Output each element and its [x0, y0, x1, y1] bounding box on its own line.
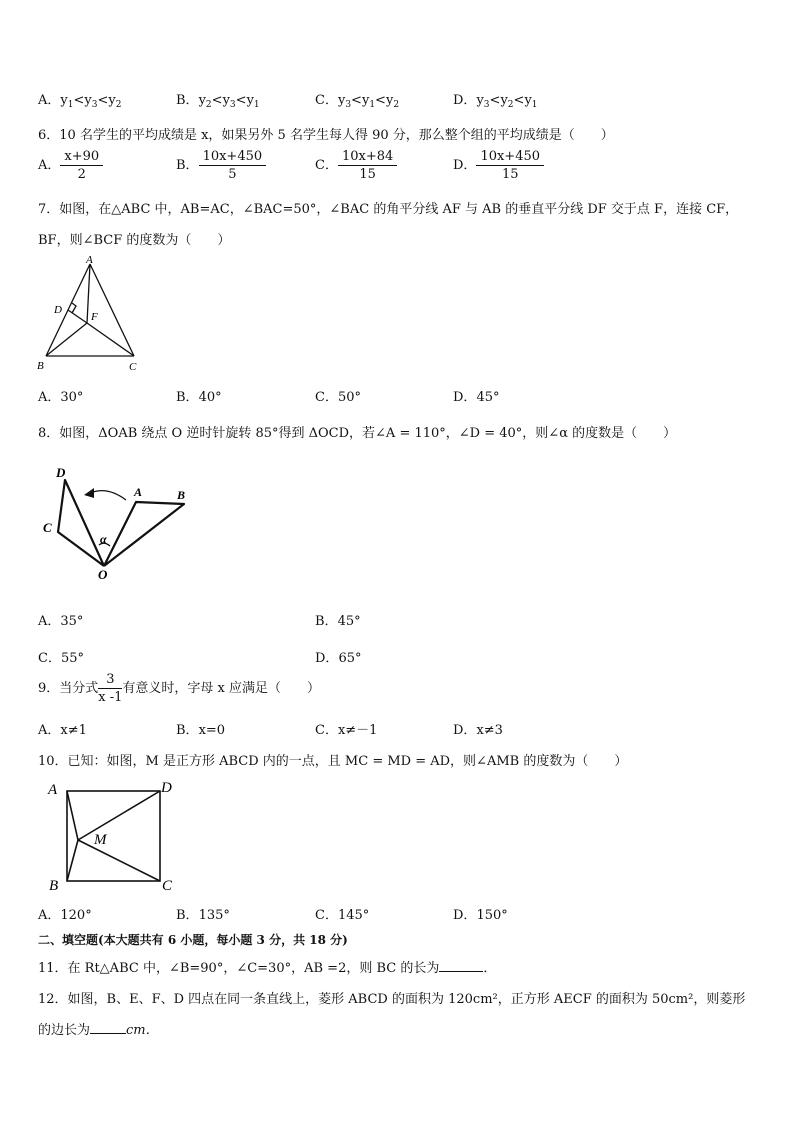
- q8-label-d: D: [56, 465, 66, 480]
- q7-label-d: D: [54, 304, 62, 316]
- q5-option-a: A．$y_1<y_3<y_2$: [38, 93, 122, 110]
- q7-perp-df: [68, 310, 87, 323]
- q7-label-c: C: [129, 361, 137, 373]
- q10-segment-dm: [78, 791, 160, 840]
- q9-option-d: D．x≠3: [453, 723, 503, 738]
- q10-label-c: C: [162, 878, 173, 894]
- q8-option-a: A．35°: [38, 614, 84, 629]
- q8-label-alpha: α: [100, 532, 107, 546]
- q8-label-a: A: [134, 485, 143, 499]
- q7-option-b: B．40°: [176, 390, 222, 405]
- q7-option-a: A．30°: [38, 390, 84, 405]
- q9-fraction: $\frac{3}{x -1}$: [98, 672, 123, 705]
- q10-option-b: B．135°: [176, 908, 230, 923]
- q6-stem: 6．10 名学生的平均成绩是 x，如果另外 5 名学生每人得 90 分，那么整个组的平均成绩是（ ）: [38, 128, 614, 143]
- q10-label-a: A: [48, 782, 58, 798]
- q12-answer-blank[interactable]: [90, 1021, 126, 1034]
- q11-stem: 11．在 Rt△ABC 中，∠B=90°，∠C=30°，AB =2，则 BC 的长为 ．: [38, 961, 497, 976]
- q9-stem: 9．当分式 $\frac{3}{x -1}$ 有意义时，字母 x 应满足（ ）: [38, 672, 321, 705]
- q8-option-d: D．65°: [315, 651, 362, 666]
- q6-option-d: D． $\frac{10x+450}{15}$: [453, 149, 544, 182]
- q5-option-b: B．$y_2<y_3<y_1$: [176, 93, 260, 110]
- q7-side-ac: [90, 264, 134, 356]
- q7-label-b: B: [37, 360, 44, 372]
- q7-figure: [34, 252, 149, 374]
- q10-option-d: D．150°: [453, 908, 508, 923]
- q10-square-abcd: [67, 791, 160, 881]
- q8-option-b: B．45°: [315, 614, 361, 629]
- q8-triangle-ocd: [58, 480, 104, 566]
- q7-segment-cf: [87, 323, 134, 356]
- q8-figure: [38, 460, 198, 585]
- section-2-title: 二、填空题(本大题共有 6 小题，每小题 3 分，共 18 分): [38, 933, 348, 947]
- q10-segment-bm: [67, 840, 78, 881]
- q10-segment-am: [67, 791, 78, 840]
- q10-label-d: D: [161, 780, 172, 796]
- q10-figure: [44, 776, 184, 896]
- q8-triangle-oab: [104, 502, 184, 566]
- q6-option-b: B． $\frac{10x+450}{5}$: [176, 149, 266, 182]
- q8-rotation-arrowhead: [84, 488, 94, 498]
- q9-option-a: A．x≠1: [38, 723, 87, 738]
- q12-stem-line1: 12．如图，B、E、F、D 四点在同一条直线上，菱形 ABCD 的面积为 120cm²，正方形 AECF 的面积为 50cm²，则菱形: [38, 992, 746, 1007]
- q8-option-c: C．55°: [38, 651, 84, 666]
- q7-right-angle-mark: [72, 303, 76, 313]
- q11-answer-blank[interactable]: [439, 959, 483, 972]
- q6-option-c: C． $\frac{10x+84}{15}$: [315, 149, 397, 182]
- q8-label-o: O: [98, 567, 108, 582]
- q7-label-f: F: [91, 311, 98, 323]
- q10-stem: 10．已知：如图，M 是正方形 ABCD 内的一点，且 MC = MD = AD，则∠AMB 的度数为（ ）: [38, 754, 628, 769]
- q8-stem: 8．如图，ΔOAB 绕点 O 逆时针旋转 85°得到 ΔOCD，若∠A = 110°，∠D = 40°，则∠α 的度数是（ ）: [38, 426, 677, 441]
- q7-bisector-af: [87, 264, 90, 323]
- q9-option-c: C．x≠－1: [315, 723, 378, 738]
- q12-stem-line2: 的边长为 cm．: [38, 1023, 159, 1038]
- q9-option-b: B．x=0: [176, 723, 226, 738]
- q5-option-c: C．$y_3<y_1<y_2$: [315, 93, 400, 110]
- q10-label-b: B: [49, 878, 59, 894]
- q10-label-m: M: [94, 832, 107, 848]
- q7-segment-bf: [46, 323, 87, 356]
- q10-segment-cm: [78, 840, 160, 881]
- q6-option-a: A． $\frac{x+90}{2}$: [38, 149, 103, 182]
- q7-option-d: D．45°: [453, 390, 500, 405]
- q7-label-a: A: [86, 254, 93, 266]
- q10-option-c: C．145°: [315, 908, 370, 923]
- q8-label-c: C: [43, 520, 52, 535]
- q7-stem-line2: BF，则∠BCF 的度数为（ ）: [38, 233, 231, 248]
- q5-option-d: D．$y_3<y_2<y_1$: [453, 93, 538, 110]
- q10-option-a: A．120°: [38, 908, 92, 923]
- q7-stem-line1: 7．如图，在△ABC 中，AB=AC，∠BAC=50°，∠BAC 的角平分线 AF 与 AB 的垂直平分线 DF 交于点 F，连接 CF，: [38, 202, 739, 217]
- q7-option-c: C．50°: [315, 390, 361, 405]
- q8-label-b: B: [177, 488, 186, 502]
